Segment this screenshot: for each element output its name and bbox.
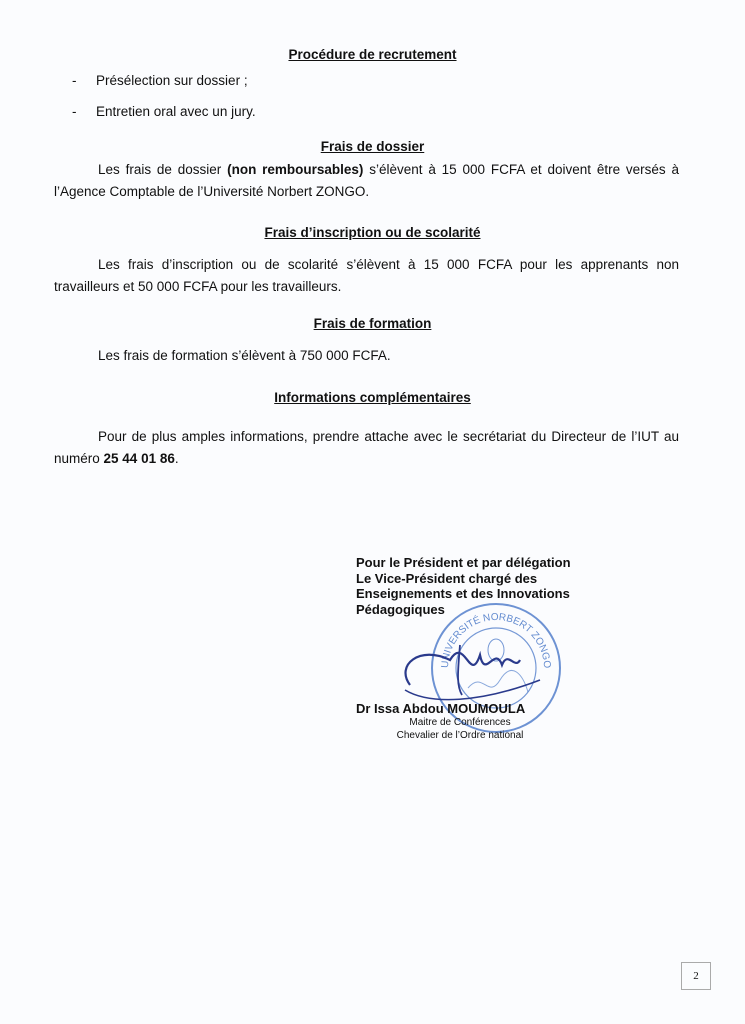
heading-application-fee: Frais de dossier [320,139,425,154]
paragraph-registration-fee: Les frais d’inscription ou de scolarité s’élèvent à 15 000 FCFA pour les apprenants non travailleurs et 50 000 FCFA pour les travailleurs. [54,257,679,294]
stamp-text: UNIVERSITÉ NORBERT ZONGO [439,611,553,669]
signer-title: Maitre de Conférences [409,717,511,728]
paragraph-application-fee: Les frais de dossier (non remboursables) s’élèvent à 15 000 FCFA et doivent être versés à l’Agence Comptable de l’Université Norbert ZONGO. [54,162,679,199]
page-number: 2 [681,962,711,990]
signature-line: Pédagogiques [356,601,445,617]
list-item: - Présélection sur dossier ; [72,73,248,88]
list-item: - Entretien oral avec un jury. [72,104,256,119]
heading-info: Informations complémentaires [274,390,471,405]
signer-title: Chevalier de l’Ordre national [396,730,524,741]
signature-line: Enseignements et des Innovations [356,586,570,601]
paragraph-info: Pour de plus amples informations, prendre attache avec le secrétariat du Directeur de l’IUT au numéro 25 44 01 86. [54,429,679,466]
paragraph-training-fee: Les frais de formation s’élèvent à 750 000 FCFA. [98,348,391,363]
heading-recruitment: Procédure de recrutement [288,47,457,62]
heading-training-fee: Frais de formation [313,316,432,331]
signature-line: Pour le Président et par délégation [356,555,571,570]
signer-name: Dr Issa Abdou MOUMOULA [356,701,526,716]
handwritten-signature-icon [390,625,550,710]
heading-registration-fee: Frais d’inscription ou de scolarité [264,225,481,240]
signature-line: Le Vice-Président chargé des [356,570,538,586]
